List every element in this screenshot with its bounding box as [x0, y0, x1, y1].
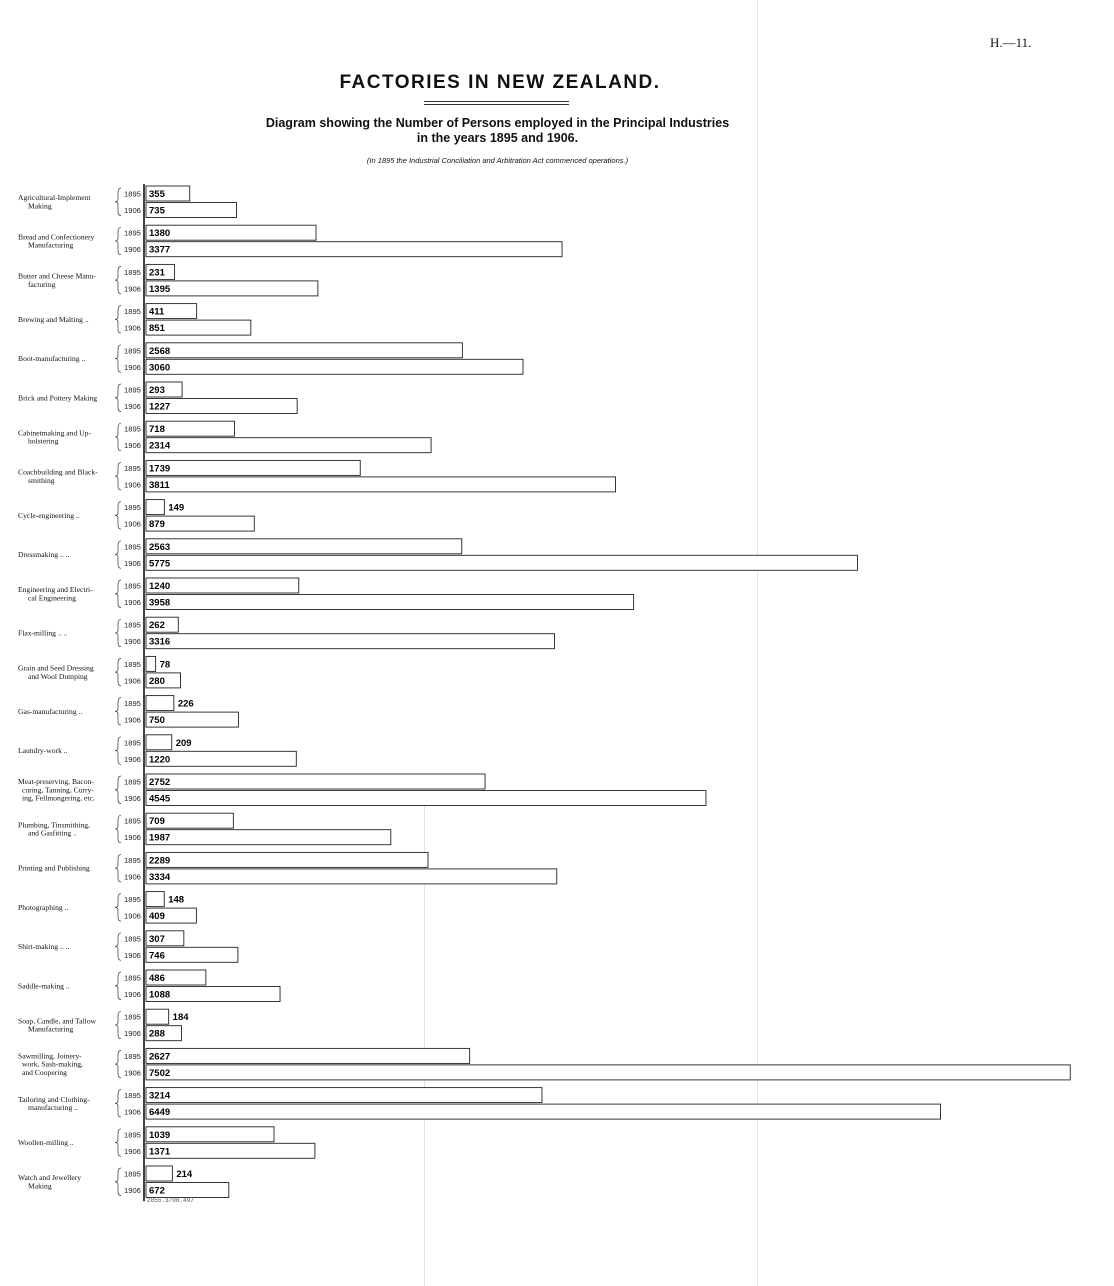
value-label-1906: 746: [149, 950, 165, 962]
bar-1895: [146, 774, 485, 789]
value-label-1906: 409: [149, 911, 165, 923]
bar-1895: [146, 1088, 542, 1103]
value-label-1906: 288: [149, 1028, 165, 1040]
value-label-1906: 3377: [149, 244, 171, 256]
year-brace: [115, 502, 121, 529]
year-label-1906: 1906: [124, 872, 141, 882]
category-label: curing, Tanning, Curry-: [22, 785, 94, 795]
value-label-1895: 262: [149, 620, 165, 632]
value-label-1895: 486: [149, 973, 165, 984]
value-label-1906: 879: [149, 519, 165, 531]
category-label: Plumbing, Tinsmithing,: [18, 820, 90, 830]
bar-1895: [146, 1009, 169, 1024]
year-label-1895: 1895: [124, 1169, 141, 1179]
year-brace: [115, 854, 121, 882]
value-label-1895: 214: [176, 1169, 193, 1180]
year-label-1895: 1895: [124, 189, 141, 199]
year-label-1895: 1895: [124, 503, 141, 513]
category-label: Woollen-milling ..: [18, 1138, 74, 1148]
bar-1906: [146, 791, 706, 806]
year-label-1906: 1906: [124, 441, 141, 451]
year-label-1895: 1895: [124, 1051, 141, 1061]
category-label: Brick and Pottery Making: [18, 393, 98, 403]
value-label-1906: 750: [149, 715, 165, 727]
year-label-1906: 1906: [124, 1186, 141, 1195]
year-label-1895: 1895: [124, 424, 141, 434]
value-label-1895: 307: [149, 933, 165, 945]
category-label: Printing and Publishing: [18, 863, 90, 873]
year-label-1906: 1906: [124, 676, 141, 686]
year-label-1906: 1906: [124, 245, 141, 255]
bar-1906: [146, 477, 616, 492]
bar-1906: [146, 359, 523, 374]
bar-1906: [146, 869, 557, 884]
category-label: Watch and Jewellery: [18, 1173, 82, 1183]
year-label-1906: 1906: [124, 558, 141, 568]
page-reference: H.—11.: [990, 35, 1032, 50]
category-label: Engineering and Electri-: [18, 585, 93, 595]
year-label-1895: 1895: [124, 895, 141, 905]
year-brace: [115, 266, 121, 294]
category-label: Flax-milling .. ..: [18, 628, 68, 638]
bar-1906: [146, 438, 431, 453]
bar-1906: [146, 281, 318, 296]
value-label-1895: 148: [168, 894, 185, 906]
bar-1895: [146, 500, 164, 515]
year-brace: [115, 698, 121, 726]
year-brace: [115, 1168, 121, 1196]
category-label: and Gasfitting ..: [28, 828, 77, 838]
year-label-1906: 1906: [124, 911, 141, 921]
category-label: Meat-preserving, Bacon-: [18, 777, 94, 787]
value-label-1906: 3060: [149, 362, 171, 374]
year-label-1906: 1906: [124, 284, 141, 294]
value-label-1895: 184: [172, 1012, 189, 1024]
value-label-1906: 4545: [149, 793, 171, 805]
value-label-1895: 2289: [149, 855, 171, 867]
year-brace: [115, 462, 121, 490]
bar-1895: [146, 852, 428, 867]
category-label: Sawmilling, Joinery-: [18, 1051, 82, 1061]
bar-1906: [146, 1065, 1070, 1080]
year-brace: [115, 384, 121, 412]
value-label-1895: 209: [175, 737, 192, 749]
year-brace: [115, 894, 121, 922]
year-label-1906: 1906: [124, 323, 141, 333]
value-label-1906: 6449: [149, 1107, 171, 1119]
bar-1895: [146, 343, 462, 358]
year-label-1906: 1906: [124, 519, 141, 529]
chart-title: FACTORIES IN NEW ZEALAND.: [339, 72, 661, 93]
category-label: facturing: [28, 279, 56, 289]
value-label-1895: 226: [177, 698, 194, 710]
value-label-1906: 280: [149, 675, 165, 687]
value-label-1906: 3958: [149, 597, 171, 609]
year-label-1895: 1895: [124, 1091, 141, 1101]
value-label-1895: 2563: [149, 541, 171, 553]
value-label-1895: 718: [149, 424, 165, 436]
year-label-1906: 1906: [124, 362, 141, 372]
year-brace: [115, 933, 121, 961]
bar-1895: [146, 696, 174, 711]
value-label-1906: 851: [149, 323, 165, 335]
value-label-1895: 3214: [149, 1090, 171, 1102]
year-brace: [115, 580, 121, 608]
year-brace: [115, 776, 121, 804]
value-label-1895: 1240: [149, 581, 171, 592]
year-label-1895: 1895: [124, 1012, 141, 1022]
value-label-1895: 231: [149, 267, 165, 279]
value-label-1906: 1371: [149, 1146, 171, 1158]
value-label-1895: 2627: [149, 1051, 171, 1063]
bar-1895: [146, 1048, 470, 1063]
value-label-1906: 1227: [149, 401, 171, 413]
bar-1895: [146, 539, 462, 554]
category-label: cal Engineering: [28, 593, 76, 603]
category-label: work, Sash-making,: [22, 1059, 83, 1069]
year-label-1895: 1895: [124, 385, 141, 395]
year-label-1906: 1906: [124, 1068, 141, 1078]
category-label: Photographing ..: [18, 902, 69, 912]
year-label-1895: 1895: [124, 659, 141, 669]
category-label: ing, Fellmongering, etc.: [22, 793, 95, 803]
value-label-1906: 2314: [149, 440, 171, 452]
bar-1906: [146, 634, 555, 649]
bar-1906: [146, 1104, 941, 1119]
category-label: Cabinetmaking and Up-: [18, 428, 91, 438]
year-brace: [115, 815, 121, 843]
category-label: Tailoring and Clothing-: [18, 1094, 90, 1104]
value-label-1906: 1987: [149, 832, 171, 844]
year-label-1906: 1906: [124, 715, 141, 725]
value-label-1895: 709: [149, 816, 165, 828]
category-label: Boot-manufacturing ..: [18, 354, 86, 364]
category-label: Brewing and Malting ..: [18, 314, 89, 324]
year-brace: [115, 1090, 121, 1118]
year-label-1906: 1906: [124, 1029, 141, 1039]
year-label-1895: 1895: [124, 934, 141, 944]
subtitle-line-1: Diagram showing the Number of Persons employed in the Principal Industries: [265, 116, 730, 130]
year-label-1906: 1906: [124, 833, 141, 843]
bar-1895: [146, 892, 164, 907]
year-brace: [115, 658, 121, 686]
year-label-1906: 1906: [124, 206, 141, 215]
year-brace: [115, 541, 121, 569]
year-label-1895: 1895: [124, 620, 141, 630]
bar-1906: [146, 242, 562, 257]
value-label-1895: 2568: [149, 345, 171, 357]
category-label: Saddle-making ..: [18, 981, 70, 991]
value-label-1895: 293: [149, 385, 165, 396]
category-label: Cycle-engineering ..: [18, 510, 80, 520]
category-label: Bread and Confectionery: [18, 232, 95, 242]
category-label: manufacturing ..: [28, 1102, 78, 1112]
bar-1895: [146, 656, 156, 671]
year-brace: [115, 306, 121, 334]
year-brace: [115, 188, 121, 216]
year-brace: [115, 1050, 121, 1078]
bar-1895: [146, 225, 316, 240]
bar-1895: [146, 735, 172, 750]
category-label: smithing: [28, 475, 55, 485]
category-label: Grain and Seed Dressing: [18, 663, 94, 673]
year-brace: [115, 423, 121, 451]
value-label-1906: 3334: [149, 871, 171, 883]
value-label-1895: 1039: [149, 1129, 171, 1141]
value-label-1895: 149: [168, 502, 185, 514]
category-label: Dressmaking .. ..: [18, 550, 70, 560]
bar-1906: [146, 830, 391, 845]
year-brace: [115, 1129, 121, 1157]
bar-1895: [146, 460, 360, 475]
year-brace: [115, 737, 121, 765]
category-label: and Coopering: [22, 1067, 67, 1077]
year-label-1895: 1895: [124, 346, 141, 356]
value-label-1895: 355: [149, 189, 165, 200]
year-label-1895: 1895: [124, 228, 141, 238]
year-label-1906: 1906: [124, 402, 141, 411]
year-label-1906: 1906: [124, 637, 141, 647]
value-label-1906: 735: [149, 205, 165, 217]
value-label-1895: 411: [149, 306, 165, 318]
category-label: Manufacturing: [28, 240, 74, 250]
category-label: Making: [28, 1181, 52, 1191]
bar-1895: [146, 1166, 172, 1181]
subtitle-line-2: in the years 1895 and 1906.: [416, 131, 579, 145]
category-label: Soap, Candle, and Tallow: [18, 1016, 96, 1026]
category-label: and Wool Dumping: [28, 671, 88, 681]
value-label-1906: 3811: [149, 479, 170, 491]
value-label-1895: 1380: [149, 228, 171, 240]
printer-code: 2855.3/08.497: [147, 1197, 194, 1204]
year-label-1906: 1906: [124, 950, 141, 960]
year-label-1895: 1895: [124, 267, 141, 277]
category-label: Coachbuilding and Black-: [18, 467, 98, 477]
category-label: holstering: [28, 436, 59, 446]
year-label-1895: 1895: [124, 542, 141, 552]
category-label: Manufacturing: [28, 1024, 74, 1034]
year-label-1895: 1895: [124, 738, 141, 748]
value-label-1906: 1220: [149, 754, 171, 766]
year-label-1906: 1906: [124, 794, 141, 803]
year-label-1906: 1906: [124, 754, 141, 764]
year-label-1906: 1906: [124, 480, 141, 490]
bar-1906: [146, 1143, 315, 1158]
year-label-1895: 1895: [124, 307, 141, 317]
year-label-1895: 1895: [124, 699, 141, 709]
value-label-1906: 1395: [149, 283, 171, 295]
year-label-1895: 1895: [124, 581, 141, 591]
year-brace: [115, 227, 121, 255]
category-label: Agricultural-Implement: [18, 193, 91, 203]
value-label-1906: 7502: [149, 1067, 171, 1079]
bar-1906: [146, 595, 634, 610]
value-label-1906: 672: [149, 1185, 165, 1197]
chart-layer: [18, 184, 1070, 1201]
year-label-1906: 1906: [124, 1146, 141, 1156]
year-label-1895: 1895: [124, 973, 141, 983]
year-brace: [115, 619, 121, 647]
value-label-1895: 2752: [149, 777, 171, 788]
value-label-1906: 3316: [149, 636, 171, 648]
year-label-1895: 1895: [124, 1130, 141, 1140]
category-label: Butter and Cheese Manu-: [18, 271, 96, 281]
category-label: Making: [28, 201, 52, 211]
bar-1906: [146, 555, 857, 570]
category-label: Shirt-making .. ..: [18, 942, 70, 952]
value-label-1895: 78: [159, 659, 171, 671]
value-label-1895: 1739: [149, 463, 171, 475]
category-label: Laundry-work ..: [18, 746, 68, 756]
value-label-1906: 1088: [149, 989, 171, 1001]
year-label-1906: 1906: [124, 990, 141, 999]
year-label-1895: 1895: [124, 463, 141, 473]
chart-note: (In 1895 the Industrial Conciliation and Arbitration Act commenced operations.): [366, 156, 629, 165]
year-brace: [115, 972, 121, 1000]
year-label-1906: 1906: [124, 1107, 141, 1117]
year-brace: [115, 1011, 121, 1038]
year-label-1906: 1906: [124, 598, 141, 607]
year-label-1895: 1895: [124, 855, 141, 865]
year-label-1895: 1895: [124, 777, 141, 787]
category-label: Gas-manufacturing ..: [18, 706, 83, 716]
year-brace: [115, 345, 121, 373]
year-label-1895: 1895: [124, 816, 141, 826]
value-label-1906: 5775: [149, 558, 171, 570]
